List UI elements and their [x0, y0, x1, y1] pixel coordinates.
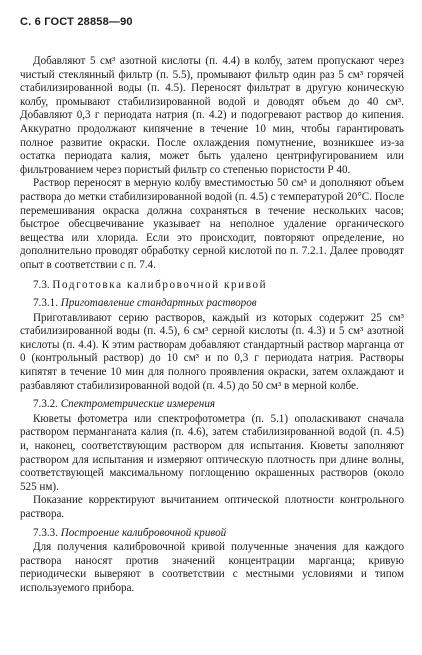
page-header: С. 6 ГОСТ 28858—90 — [20, 16, 133, 28]
paragraph-volume-adjustment: Раствор переносят в мерную колбу вместимостью 50 см³ и дополняют объем раствора до метки стабилизированной водой (п. 4.5) с температурой 20°С. После перемешивания окраска должна сохраняться в течение нескольких часов; быстрое обесцвечивание указывает на неполное удаление органического вещества или хлорида. Если это происходит, повторяют определение, но дополнительно проводят обработку серной кислотой по п. 7.2.1. Далее проводят опыт в соответствии с п. 7.4. — [20, 177, 404, 271]
subsection-title: Спектрометрические измерения — [60, 398, 216, 411]
paragraph-standard-solutions: Приготавливают серию растворов, каждый из которых содержит 25 см³ стабилизированной воды (п. 4.5), 6 см³ серной кислоты (п. 4.3) и 5 см³ азотной кислоты (п. 4.4). К этим растворам добавляют стандартный раствор марганца от 0 (контрольный раствор) до 10 см³ и по 0,3 г периодата натрия. Растворы кипятят в течение 10 мин для полного проявления окраски, затем охлаждают и разбавляют стабилизированной водой (п. 4.5) до 50 см³ в мерной колбе. — [20, 311, 404, 392]
subsection-title: Построение калибровочной кривой — [60, 526, 227, 539]
subsection-number: 7.3.2. — [33, 398, 58, 411]
section-heading-7-3 — [20, 279, 404, 293]
paragraph-filtration: Добавляют 5 см³ азотной кислоты (п. 4.4) в колбу, затем пропускают через чистый стеклянный фильтр (п. 5.5), промывают фильтр один раз 5 см³ горячей стабилизированной воды (п. 4.5). Переносят фильтрат в другую коническую колбу, промывают стабилизированной водой и доводят объем до 40 см³. Добавляют 0,3 г периодата натрия (п. 4.2) и подогревают раствор до кипения. Аккуратно продолжают кипячение в течение 10 мин, чтобы гарантировать полное развитие окраски. После охлаждения помутнение, возникшее из-за остатка периодата калия, может быть удалено центрифугированием или фильтрованием через пористый фильтр со степенью пористости Р 40. — [20, 55, 404, 176]
paragraph-correction: Показание корректируют вычитанием оптической плотности контрольного раствора. — [20, 494, 404, 520]
subsection-number: 7.3.3. — [33, 526, 58, 539]
subsection-heading-7-3-2 — [20, 398, 404, 412]
section-title: Подготовка калибровочной кривой — [52, 278, 268, 291]
subsection-heading-7-3-1 — [20, 297, 404, 311]
paragraph-calibration-curve: Для получения калибровочной кривой полученные значения для каждого раствора наносят против значений концентрации марганца; кривую периодически выверяют в соответствии с местными условиями и типом используемого прибора. — [20, 541, 404, 594]
section-number: 7.3. — [33, 278, 50, 291]
paragraph-spectrometric-measurement: Кюветы фотометра или спектрофотометра (п. 5.1) ополаскивают сначала раствором перманганата калия (п. 4.6), затем стабилизированной водой (п. 4.5) и, наконец, соответствующим раствором для испытания. Кюветы заполняют раствором для испытания и измеряют оптическую плотность при длине волны, соответствующей максимальному поглощению окрашенных растворов (около 525 нм). — [20, 412, 404, 493]
subsection-title: Приготавление стандартных растворов — [60, 297, 257, 310]
subsection-number: 7.3.1. — [33, 297, 58, 310]
document-body — [20, 55, 404, 596]
subsection-heading-7-3-3 — [20, 527, 404, 541]
